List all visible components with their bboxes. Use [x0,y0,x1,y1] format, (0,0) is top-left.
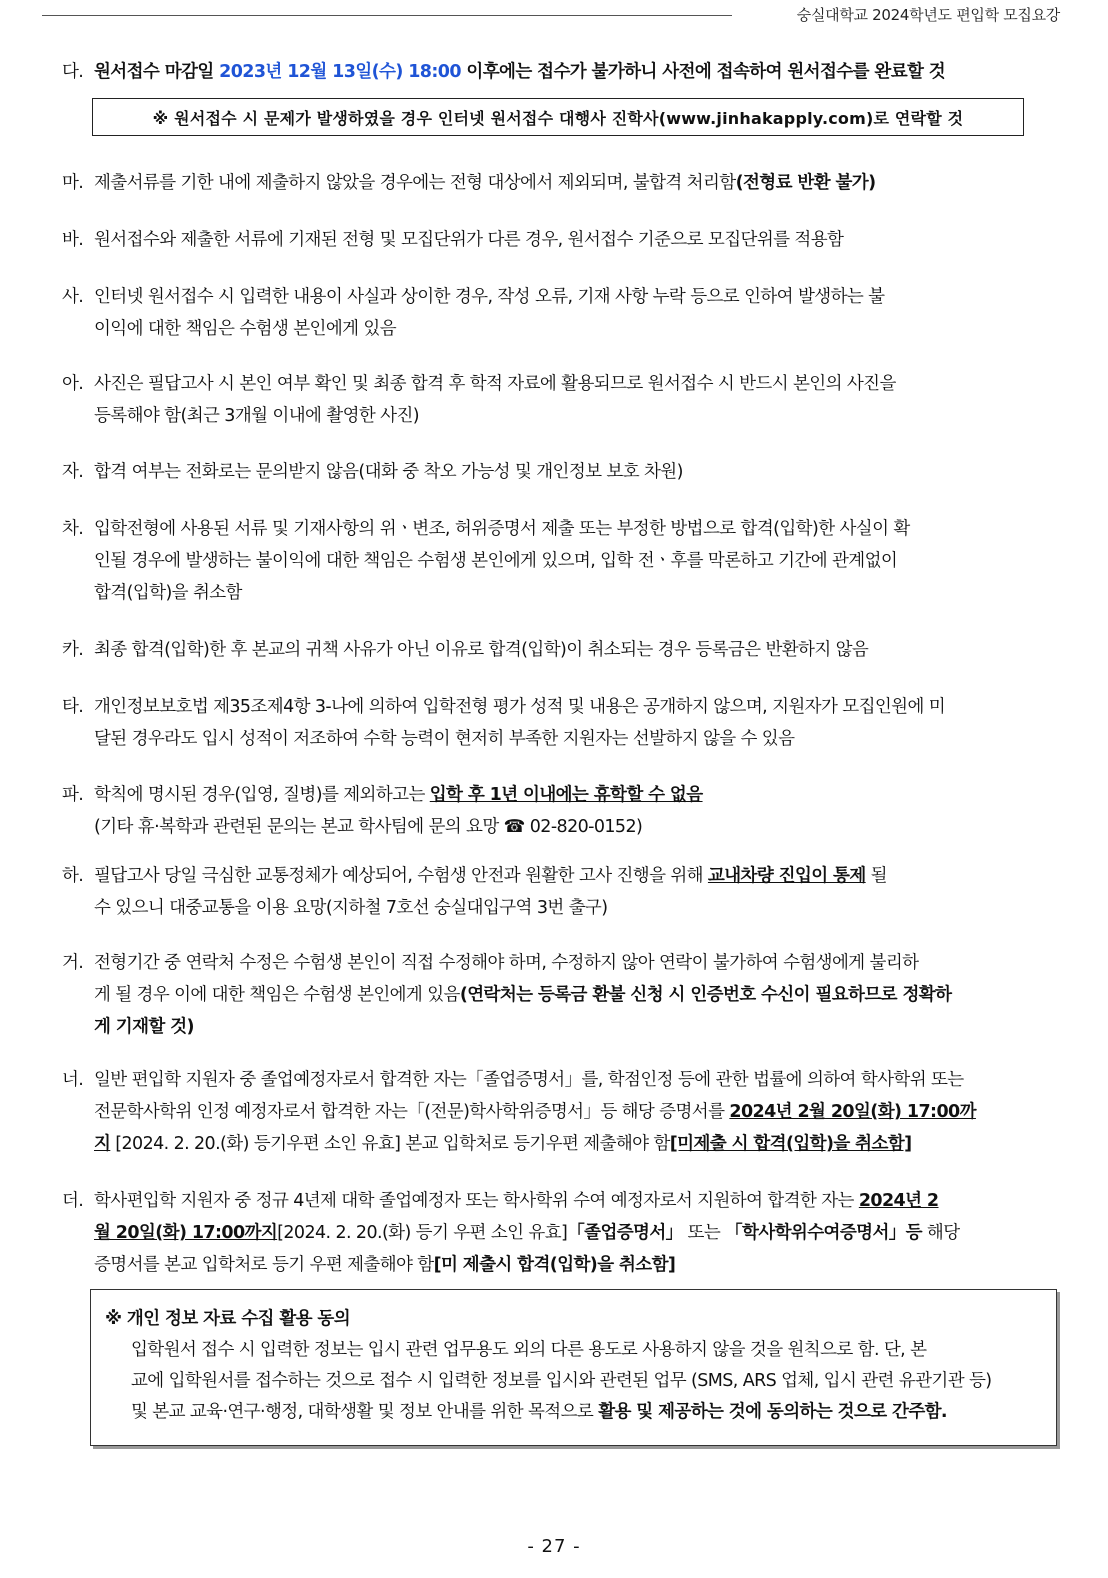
item-neo: 너. 일반 편입학 지원자 중 졸업예정자로서 합격한 자는「졸업증명서」를, 학점인정 등에 관한 법률에 의하여 학사학위 또는 전문학사학위 인정 예정자로서 합격한 자는「(전문)학사학위증명서」등 해당 증명서를 2024년 2월 20일(화) 17:00까 지 [2024. 2. 20.(화) 등기우편 소인 유효] 본교 입학처로 등기우편 제출해야 함[미제출 시 합격(입학)을 취소함] [62,1070,976,1154]
item-geo: 거. 전형기간 중 연락처 수정은 수험생 본인이 직접 수정해야 하며, 수정하지 않아 연락이 불가하여 수험생에게 불리하 게 될 경우 이에 대한 책임은 수험생 본인에게 있음(연락처는 등록금 환불 신청 시 인증번호 수신이 필요하므로 정확하 게 기재할 것) [62,953,952,1037]
item-sa: 사. 인터넷 원서접수 시 입력한 내용이 사실과 상이한 경우, 작성 오류, 기재 사항 누락 등으로 인하여 발생하는 불 이익에 대한 책임은 수험생 본인에게 있음 [62,287,885,339]
deadline-date: 2023년 12월 13일(수) 18:00 [219,62,461,82]
privacy-body: 입학원서 접수 시 입력한 정보는 입시 관련 업무용도 외의 다른 용도로 사용하지 않을 것을 원칙으로 함. 단, 본 교에 입학원서를 접수하는 것으로 접수 시 입력한 정보를 입시와 관련된 업무 (SMS, ARS 업체, 입시 관련 유관기관 등) 및 본교 교육·연구·행정, 대학생활 및 정보 안내를 위한 목적으로 활용 및 제공하는 것에 동의하는 것으로 간주함. [131,1340,992,1422]
contact-phone: (기타 휴·복학과 관련된 문의는 본교 학사팀에 문의 요망 ☎ 02-820-0152) [94,817,643,837]
item-ha: 하. 필답고사 당일 극심한 교통정체가 예상되어, 수험생 안전과 원활한 고사 진행을 위해 교내차량 진입이 통제 될 수 있으니 대중교통을 이용 요망(지하철 7호선 숭실대입구역 3번 출구) [62,866,887,918]
item-a: 아. 사진은 필답고사 시 본인 여부 확인 및 최종 합격 후 학적 자료에 활용되므로 원서접수 시 반드시 본인의 사진을 등록해야 함(최근 3개월 이내에 촬영한 사진) [62,374,896,426]
item-marker: 다. [62,62,84,82]
item-pa: 파. 학칙에 명시된 경우(입영, 질병)를 제외하고는 입학 후 1년 이내에는 휴학할 수 없음 (기타 휴·복학과 관련된 문의는 본교 학사팀에 문의 요망 ☎ 02-820-0152) [62,779,1042,843]
item-ka: 카. 최종 합격(입학)한 후 본교의 귀책 사유가 아닌 이유로 합격(입학)이 취소되는 경우 등록금은 반환하지 않음 [62,640,869,660]
item-ba: 바. 원서접수와 제출한 서류에 기재된 전형 및 모집단위가 다른 경우, 원서접수 기준으로 모집단위를 적용함 [62,230,844,250]
item-da: 다. 원서접수 마감일 2023년 12월 13일(수) 18:00 이후에는 접수가 불가하니 사전에 접속하여 원서접수를 완료할 것 [62,56,1042,88]
header-rule [42,15,732,16]
item-ma: 마. 제출서류를 기한 내에 제출하지 않았을 경우에는 전형 대상에서 제외되며, 불합격 처리함(전형료 반환 불가) [62,173,876,193]
privacy-title: ※ 개인 정보 자료 수집 활용 동의 [105,1309,351,1329]
item-ta: 타. 개인정보보호법 제35조제4항 3-나에 의하여 입학전형 평가 성적 및 내용은 공개하지 않으며, 지원자가 모집인원에 미 달된 경우라도 입시 성적이 저조하여 수학 능력이 현저히 부족한 지원자는 선발하지 않을 수 있음 [62,697,946,749]
item-cha: 차. 입학전형에 사용된 서류 및 기재사항의 위ㆍ변조, 허위증명서 제출 또는 부정한 방법으로 합격(입학)한 사실이 확 인될 경우에 발생하는 불이익에 대한 책임은 수험생 본인에게 있으며, 입학 전ㆍ후를 막론하고 기간에 관계없이 합격(입학)을 취소함 [62,519,910,603]
privacy-consent-box [90,1289,1057,1446]
document-header: 숭실대학교 2024학년도 편입학 모집요강 [796,6,1060,24]
notice-box: ※ 원서접수 시 문제가 발생하였을 경우 인터넷 원서접수 대행사 진학사(www.jinhakapply.com)로 연락할 것 [92,98,1024,136]
item-deo: 더. 학사편입학 지원자 중 정규 4년제 대학 졸업예정자 또는 학사학위 수여 예정자로서 지원하여 합격한 자는 2024년 2 월 20일(화) 17:00까지[2024. 2. 20.(화) 등기 우편 소인 유효]「졸업증명서」 또는 「학사학위수여증명서」등 해당 증명서를 본교 입학처로 등기 우편 제출해야 함[미 제출시 합격(입학)을 취소함] [62,1191,960,1275]
page-number: - 27 - [527,1536,581,1557]
item-ja: 자. 합격 여부는 전화로는 문의받지 않음(대화 중 착오 가능성 및 개인정보 보호 차원) [62,462,683,482]
